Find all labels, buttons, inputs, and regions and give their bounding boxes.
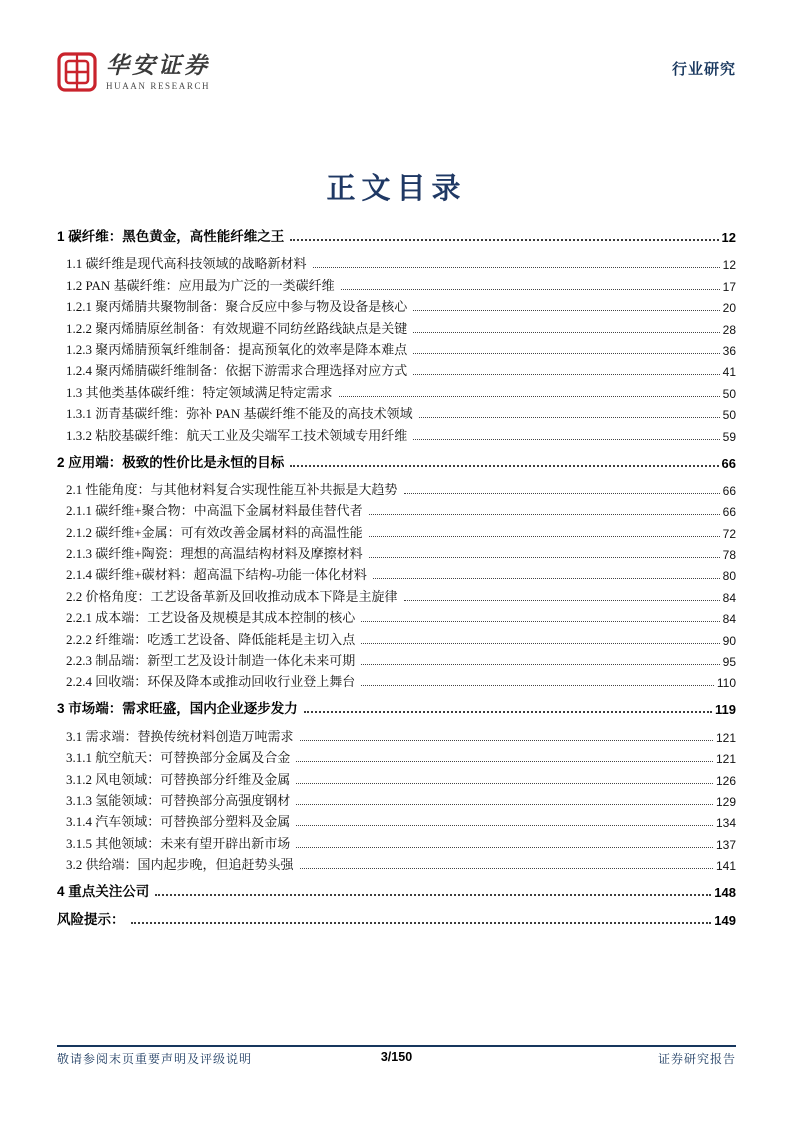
dotted-leader: [296, 847, 713, 848]
toc-entry-label: 2.1 性能角度：与其他材料复合实现性能互补共振是大趋势: [66, 481, 398, 497]
dotted-leader: [419, 417, 720, 418]
toc-entry-label: 3.1.5 其他领域：未来有望开辟出新市场: [66, 835, 291, 851]
toc-entry-page: 72: [722, 526, 736, 541]
toc-entry-label: 1.2.1 聚丙烯腈共聚物制备：聚合反应中参与物及设备是核心: [66, 299, 408, 315]
dotted-leader: [404, 493, 720, 494]
dotted-leader: [413, 310, 719, 311]
dotted-leader: [304, 711, 712, 713]
dotted-leader: [290, 465, 718, 467]
toc-entry-page: 90: [722, 633, 736, 648]
toc-entry-label: 3.1.4 汽车领域：可替换部分塑料及金属: [66, 814, 291, 830]
toc-entry[interactable]: [57, 695, 736, 717]
toc-entry[interactable]: [57, 766, 736, 787]
toc-entry[interactable]: [57, 401, 736, 422]
toc-entry-label: 3.1.2 风电领域：可替换部分纤维及金属: [66, 771, 291, 787]
toc-entry[interactable]: [57, 788, 736, 809]
toc-entry[interactable]: [57, 223, 736, 245]
logo-chinese-name: 华安证券: [106, 53, 210, 79]
toc-entry-label: 3.2 供给端：国内起步晚，但追赶势头强: [66, 857, 294, 873]
dotted-leader: [300, 740, 713, 741]
toc-entry-label: 3 市场端：需求旺盛，国内企业逐步发力: [57, 701, 298, 717]
dotted-leader: [369, 536, 720, 537]
toc-entry-label: 3.1.3 氢能领域：可替换部分高强度钢材: [66, 792, 291, 808]
page-number: 3/150: [380, 1050, 413, 1064]
dotted-leader: [296, 761, 713, 762]
toc-entry[interactable]: [57, 745, 736, 766]
toc-entry-page: 121: [715, 730, 736, 745]
dotted-leader: [341, 289, 720, 290]
toc-entry-label: 2 应用端：极致的性价比是永恒的目标: [57, 454, 285, 470]
toc-entry-label: 3.1 需求端：替换传统材料创造万吨需求: [66, 728, 294, 744]
dotted-leader: [296, 783, 713, 784]
report-category-label: 行业研究: [671, 61, 736, 78]
toc-entry[interactable]: [57, 541, 736, 562]
toc-entry-label: 2.2.4 回收端：环保及降本或推动回收行业登上舞台: [66, 674, 356, 690]
toc-entry-page: 110: [716, 676, 736, 691]
toc-entry-label: 1 碳纤维：黑色黄金，高性能纤维之王: [57, 229, 285, 244]
dotted-leader: [296, 804, 713, 805]
footer-divider: [57, 1045, 736, 1047]
dotted-leader: [313, 267, 720, 268]
toc-entry-page: 129: [715, 794, 736, 809]
dotted-leader: [296, 825, 713, 826]
toc-entry-label: 2.1.1 碳纤维+聚合物：中高温下金属材料最佳替代者: [66, 503, 363, 519]
toc-entry-page: 66: [722, 483, 736, 498]
toc-entry-label: 1.2 PAN 基碳纤维：应用最为广泛的一类碳纤维: [66, 277, 335, 293]
toc-entry[interactable]: [57, 449, 736, 471]
toc-entry-label: 1.3.1 沥青基碳纤维：弥补 PAN 基碳纤维不能及的高技术领域: [66, 406, 413, 422]
toc-entry-page: 148: [714, 885, 736, 901]
toc-entry[interactable]: [57, 358, 736, 379]
toc-entry[interactable]: [57, 315, 736, 336]
toc-entry[interactable]: [57, 648, 736, 669]
toc-entry[interactable]: [57, 272, 736, 293]
toc-entry[interactable]: [57, 562, 736, 583]
toc-entry-page: 78: [722, 548, 736, 563]
toc-entry-label: 1.2.4 聚丙烯腈碳纤维制备：依据下游需求合理选择对应方式: [66, 363, 408, 379]
dotted-leader: [413, 439, 719, 440]
toc-entry-label: 1.2.3 聚丙烯腈预氧纤维制备：提高预氧化的效率是降本难点: [66, 341, 408, 357]
toc-entry[interactable]: [57, 723, 736, 744]
toc-entry-page: 41: [722, 365, 736, 380]
dotted-leader: [413, 332, 719, 333]
toc-entry[interactable]: [57, 626, 736, 647]
toc-entry[interactable]: [57, 477, 736, 498]
huaan-logo: [57, 52, 210, 92]
toc-entry-label: 2.1.3 碳纤维+陶瓷：理想的高温结构材料及摩擦材料: [66, 546, 363, 562]
dotted-leader: [361, 685, 714, 686]
toc-entry-page: 28: [722, 322, 736, 337]
toc-entry-page: 134: [715, 816, 736, 831]
toc-entry[interactable]: [57, 337, 736, 358]
logo-english-name: HUAAN RESEARCH: [106, 80, 211, 91]
toc-entry-label: 1.1 碳纤维是现代高科技领域的战略新材料: [66, 256, 307, 272]
page-header: [57, 52, 736, 92]
dotted-leader: [369, 514, 720, 515]
table-of-contents: [57, 218, 736, 934]
dotted-leader: [413, 374, 719, 375]
toc-title: 正文目录: [326, 173, 467, 205]
dotted-leader: [361, 621, 719, 622]
toc-entry-label: 3.1.1 航空航天：可替换部分金属及合金: [66, 750, 291, 766]
huaan-seal-icon: [57, 52, 97, 92]
dotted-leader: [300, 868, 713, 869]
toc-entry[interactable]: [57, 605, 736, 626]
toc-entry[interactable]: [57, 519, 736, 540]
dotted-leader: [413, 353, 719, 354]
toc-entry-page: 141: [715, 859, 736, 874]
toc-entry-page: 66: [721, 455, 736, 471]
toc-entry-page: 59: [722, 429, 736, 444]
toc-entry-page: 12: [721, 230, 736, 245]
toc-entry-label: 2.1.2 碳纤维+金属：可有效改善金属材料的高温性能: [66, 524, 363, 540]
dotted-leader: [339, 396, 720, 397]
toc-entry[interactable]: [57, 830, 736, 851]
toc-entry-page: 80: [722, 569, 736, 584]
toc-entry-page: 84: [722, 590, 736, 605]
dotted-leader: [361, 643, 719, 644]
dotted-leader: [155, 894, 711, 896]
toc-entry-page: 126: [715, 773, 736, 788]
toc-entry-label: 2.2.3 制品端：新型工艺及设计制造一体化未来可期: [66, 653, 356, 669]
toc-entry-label: 1.3.2 粘胶基碳纤维：航天工业及尖端军工技术领域专用纤维: [66, 427, 408, 443]
toc-entry[interactable]: [57, 251, 736, 272]
logo-text: [106, 53, 210, 90]
toc-entry-label: 1.3 其他类基体碳纤维：特定领域满足特定需求: [66, 384, 333, 400]
toc-entry-page: 121: [715, 752, 736, 767]
dotted-leader: [290, 239, 718, 241]
toc-entry-page: 50: [722, 386, 736, 401]
toc-entry-label: 1.2.2 聚丙烯腈原丝制备：有效规避不同纺丝路线缺点是关键: [66, 320, 408, 336]
toc-entry-page: 66: [722, 505, 736, 520]
toc-entry-label: 2.2.1 成本端：工艺设备及规模是其成本控制的核心: [66, 610, 356, 626]
dotted-leader: [131, 922, 712, 924]
toc-entry-page: 17: [722, 279, 736, 294]
toc-entry-page: 137: [715, 837, 736, 852]
toc-entry[interactable]: [57, 422, 736, 443]
dotted-leader: [369, 557, 720, 558]
toc-entry[interactable]: [57, 809, 736, 830]
toc-entry[interactable]: [57, 294, 736, 315]
toc-entry-page: 149: [714, 913, 736, 929]
toc-entry-label: 2.2.2 纤维端：吃透工艺设备、降低能耗是主切入点: [66, 631, 356, 647]
toc-entry-label: 风险提示：: [57, 912, 125, 928]
toc-entry-label: 2.2 价格角度：工艺设备革新及回收推动成本下降是主旋律: [66, 588, 398, 604]
toc-entry-page: 50: [722, 408, 736, 423]
toc-entry-page: 119: [715, 702, 736, 718]
dotted-leader: [361, 664, 719, 665]
toc-entry[interactable]: [57, 583, 736, 604]
toc-entry[interactable]: [57, 379, 736, 400]
footer-report-type: 证券研究报告: [657, 1052, 736, 1066]
toc-entry[interactable]: [57, 669, 736, 690]
toc-entry-page: 20: [722, 301, 736, 316]
toc-entry[interactable]: [57, 878, 736, 900]
toc-entry-label: 2.1.4 碳纤维+碳材料：超高温下结构-功能一体化材料: [66, 567, 367, 583]
toc-entry-page: 12: [722, 258, 736, 273]
toc-entry-page: 95: [722, 655, 736, 670]
toc-entry-page: 36: [722, 343, 736, 358]
toc-entry[interactable]: [57, 498, 736, 519]
toc-entry[interactable]: [57, 906, 736, 928]
page-footer: [57, 1045, 736, 1067]
toc-entry-page: 84: [722, 612, 736, 627]
footer-disclaimer: 敬请参阅末页重要声明及评级说明: [57, 1052, 253, 1066]
dotted-leader: [373, 578, 720, 579]
dotted-leader: [404, 600, 720, 601]
toc-entry[interactable]: [57, 852, 736, 873]
toc-entry-label: 4 重点关注公司: [57, 884, 150, 900]
